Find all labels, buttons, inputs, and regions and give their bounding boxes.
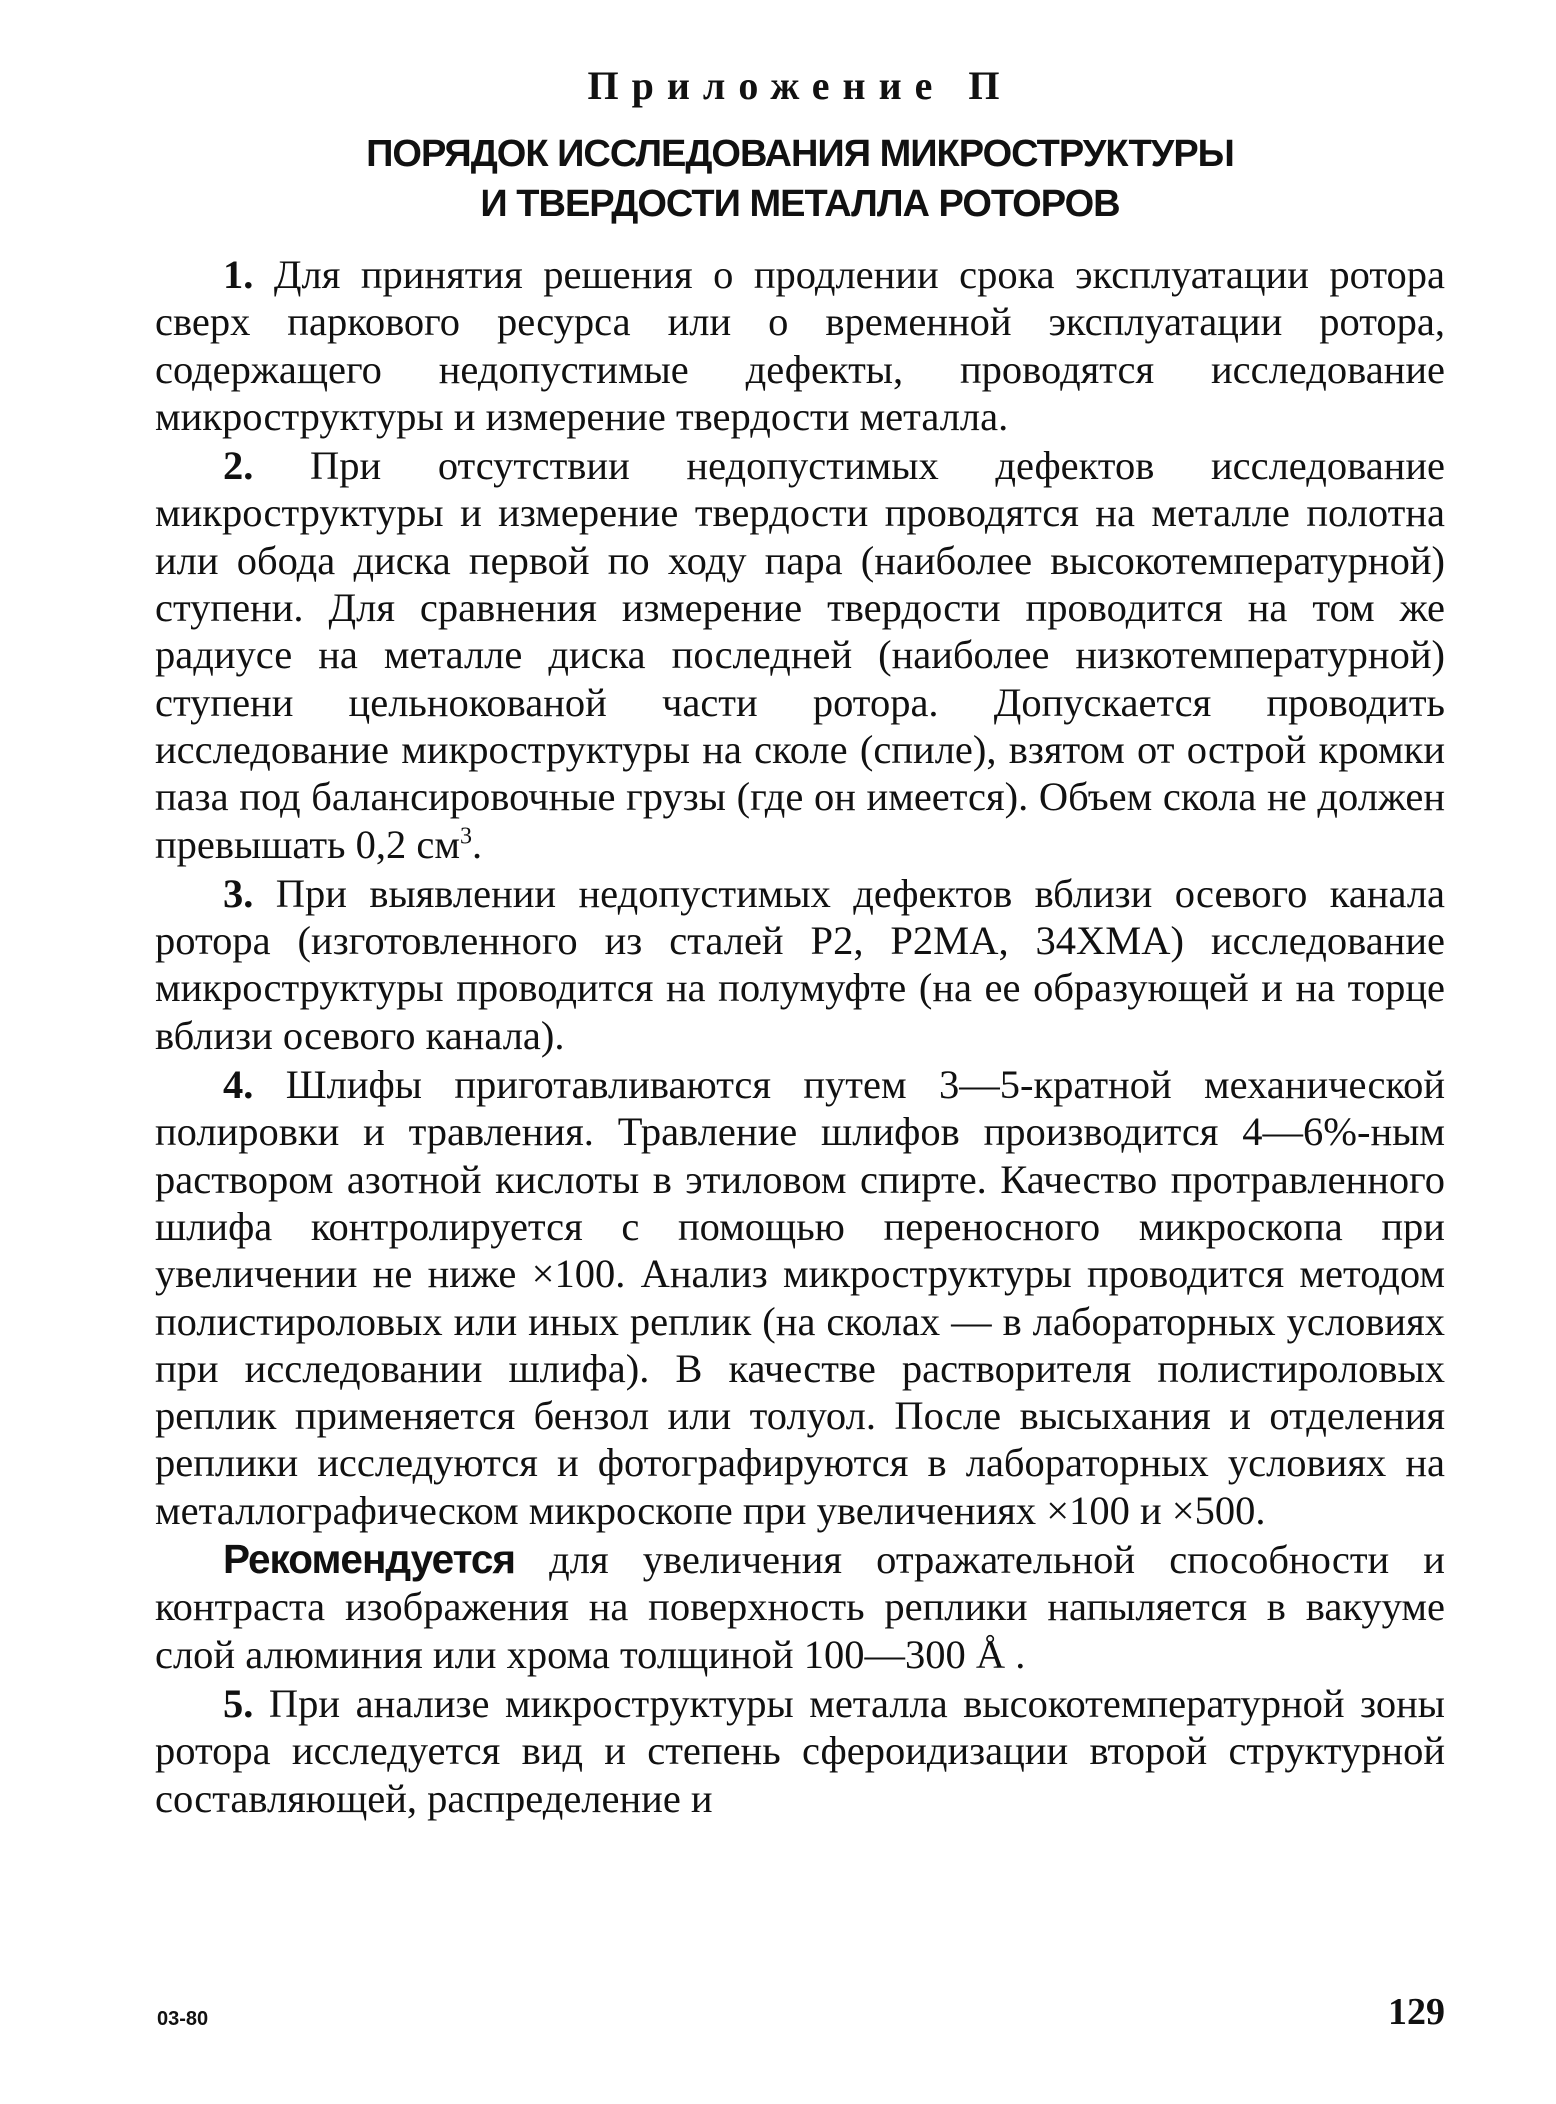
paragraph-3 bbox=[155, 870, 1445, 1059]
paragraph-number: 2. bbox=[223, 443, 254, 489]
document-page bbox=[155, 52, 1445, 1824]
paragraph-number: 4. bbox=[223, 1062, 254, 1108]
print-code: 03-80 bbox=[157, 2008, 209, 2030]
paragraph-number: 1. bbox=[223, 252, 254, 297]
paragraph-text: При отсутствии недопустимых дефектов исследование микроструктуры и измерение твердости проводятся на металле полотна или обода диска первой по ходу пара (наиболее высокотемпературной) ступени. Для сравнения измерение твердости проводится на том же радиусе на металле диска последней (наиболее низкотемпературной) ступени цельнокованой части ротора. Допускается проводить исследование микроструктуры на сколе (спиле), взятом от острой кромки паза под балансировочные грузы (где он имеется). Объем скола не должен превышать 0,2 см bbox=[155, 443, 1445, 867]
document-title bbox=[155, 129, 1445, 229]
paragraph-1 bbox=[155, 251, 1445, 440]
paragraph-text: Для принятия решения о продлении срока эксплуатации ротора сверх паркового ресурса или о временной эксплуатации ротора, содержащего недопустимые дефекты, проводятся исследование микроструктуры и измерение твердости металла. bbox=[155, 252, 1446, 439]
appendix-heading: Приложение П bbox=[587, 63, 1013, 108]
title-line-1: ПОРЯДОК ИССЛЕДОВАНИЯ МИКРОСТРУКТУРЫ bbox=[366, 133, 1234, 175]
recommendation-lead: Рекомендуется bbox=[223, 1536, 516, 1583]
paragraph-text: При выявлении недопустимых дефектов вблизи осевого канала ротора (изготовленного из сталей Р2, Р2МА, 34ХМА) исследование микроструктуры проводится на полумуфте (на ее образующей и на торце вблизи осевого канала). bbox=[155, 870, 1446, 1058]
page-number: 129 bbox=[1388, 1991, 1445, 2033]
paragraph-text: для увеличения отражательной способности и контраста изображения на поверхность реплики напыляется в вакууме слой алюминия или хрома толщиной 100—300 Å . bbox=[155, 1537, 1445, 1677]
paragraph-text: Шлифы приготавливаются путем 3—5-кратной механической полировки и травления. Травление шлифов производится 4—6%-ным раствором азотной кислоты в этиловом спирте. Качество протравленного шлифа контролируется с помощью переносного микроскопа при увеличении не ниже ×100. Анализ микроструктуры проводится методом полистироловых или иных реплик (на сколах — в лабораторных условиях при исследовании шлифа). В качестве растворителя полистироловых реплик применяется бензол или толуол. После высыхания и отделения реплики исследуются и фотографируются в лабораторных условиях на металлографическом микроскопе при увеличениях ×100 и ×500. bbox=[155, 1062, 1446, 1533]
paragraph-5 bbox=[155, 1680, 1445, 1822]
paragraph-4 bbox=[155, 1061, 1445, 1534]
document-body bbox=[155, 251, 1445, 1822]
page-footer bbox=[155, 1990, 1445, 2040]
paragraph-number: 5. bbox=[223, 1680, 254, 1726]
paragraph-number: 3. bbox=[223, 870, 254, 916]
superscript-three: 3 bbox=[460, 823, 472, 850]
paragraph-end: . bbox=[472, 821, 483, 867]
paragraph-text: При анализе микроструктуры металла высокотемпературной зоны ротора исследуется вид и степень сфероидизации второй структурной составляющей, распределение и bbox=[155, 1680, 1445, 1821]
paragraph-recommendation bbox=[155, 1536, 1445, 1678]
paragraph-2 bbox=[155, 442, 1445, 868]
title-line-2: И ТВЕРДОСТИ МЕТАЛЛА РОТОРОВ bbox=[480, 183, 1120, 225]
